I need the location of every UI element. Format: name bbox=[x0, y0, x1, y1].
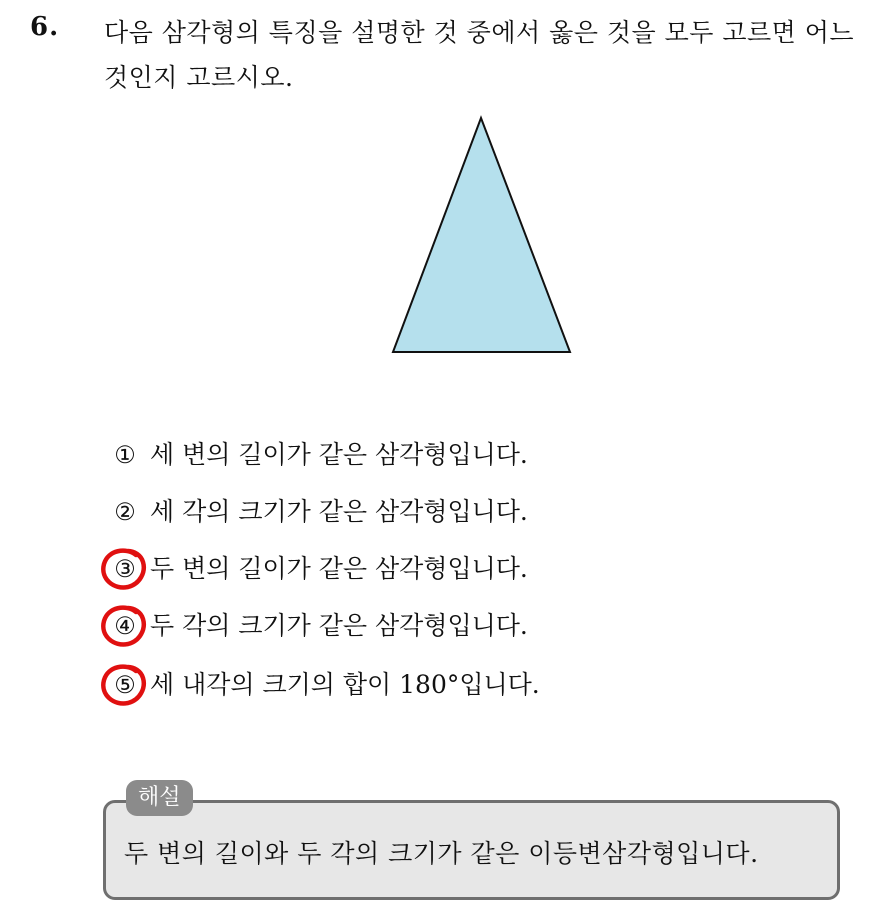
option-text: 두 변의 길이가 같은 삼각형입니다. bbox=[150, 554, 528, 583]
option-1[interactable] bbox=[104, 430, 664, 480]
option-number: ⑤ bbox=[114, 671, 136, 699]
option-2[interactable] bbox=[104, 487, 664, 537]
option-text: 세 내각의 크기의 합이 180°입니다. bbox=[150, 670, 540, 699]
option-number: ④ bbox=[114, 612, 136, 640]
option-text: 두 각의 크기가 같은 삼각형입니다. bbox=[150, 611, 528, 640]
explanation-text: 두 변의 길이와 두 각의 크기가 같은 이등변삼각형입니다. bbox=[124, 839, 759, 868]
option-number: ② bbox=[114, 498, 136, 526]
isosceles-triangle bbox=[393, 118, 570, 352]
option-4[interactable] bbox=[104, 601, 664, 651]
option-text: 세 변의 길이가 같은 삼각형입니다. bbox=[150, 440, 528, 469]
question-number: 6. bbox=[30, 12, 60, 42]
option-text: 세 각의 크기가 같은 삼각형입니다. bbox=[150, 497, 528, 526]
option-3[interactable] bbox=[104, 544, 664, 594]
option-number: ① bbox=[114, 441, 136, 469]
explanation-label: 해설 bbox=[126, 780, 193, 816]
question-text: 다음 삼각형의 특징을 설명한 것 중에서 옳은 것을 모두 고르면 어느 것인지 고르시오. bbox=[104, 18, 855, 92]
option-5[interactable] bbox=[104, 660, 664, 710]
option-number: ③ bbox=[114, 555, 136, 583]
